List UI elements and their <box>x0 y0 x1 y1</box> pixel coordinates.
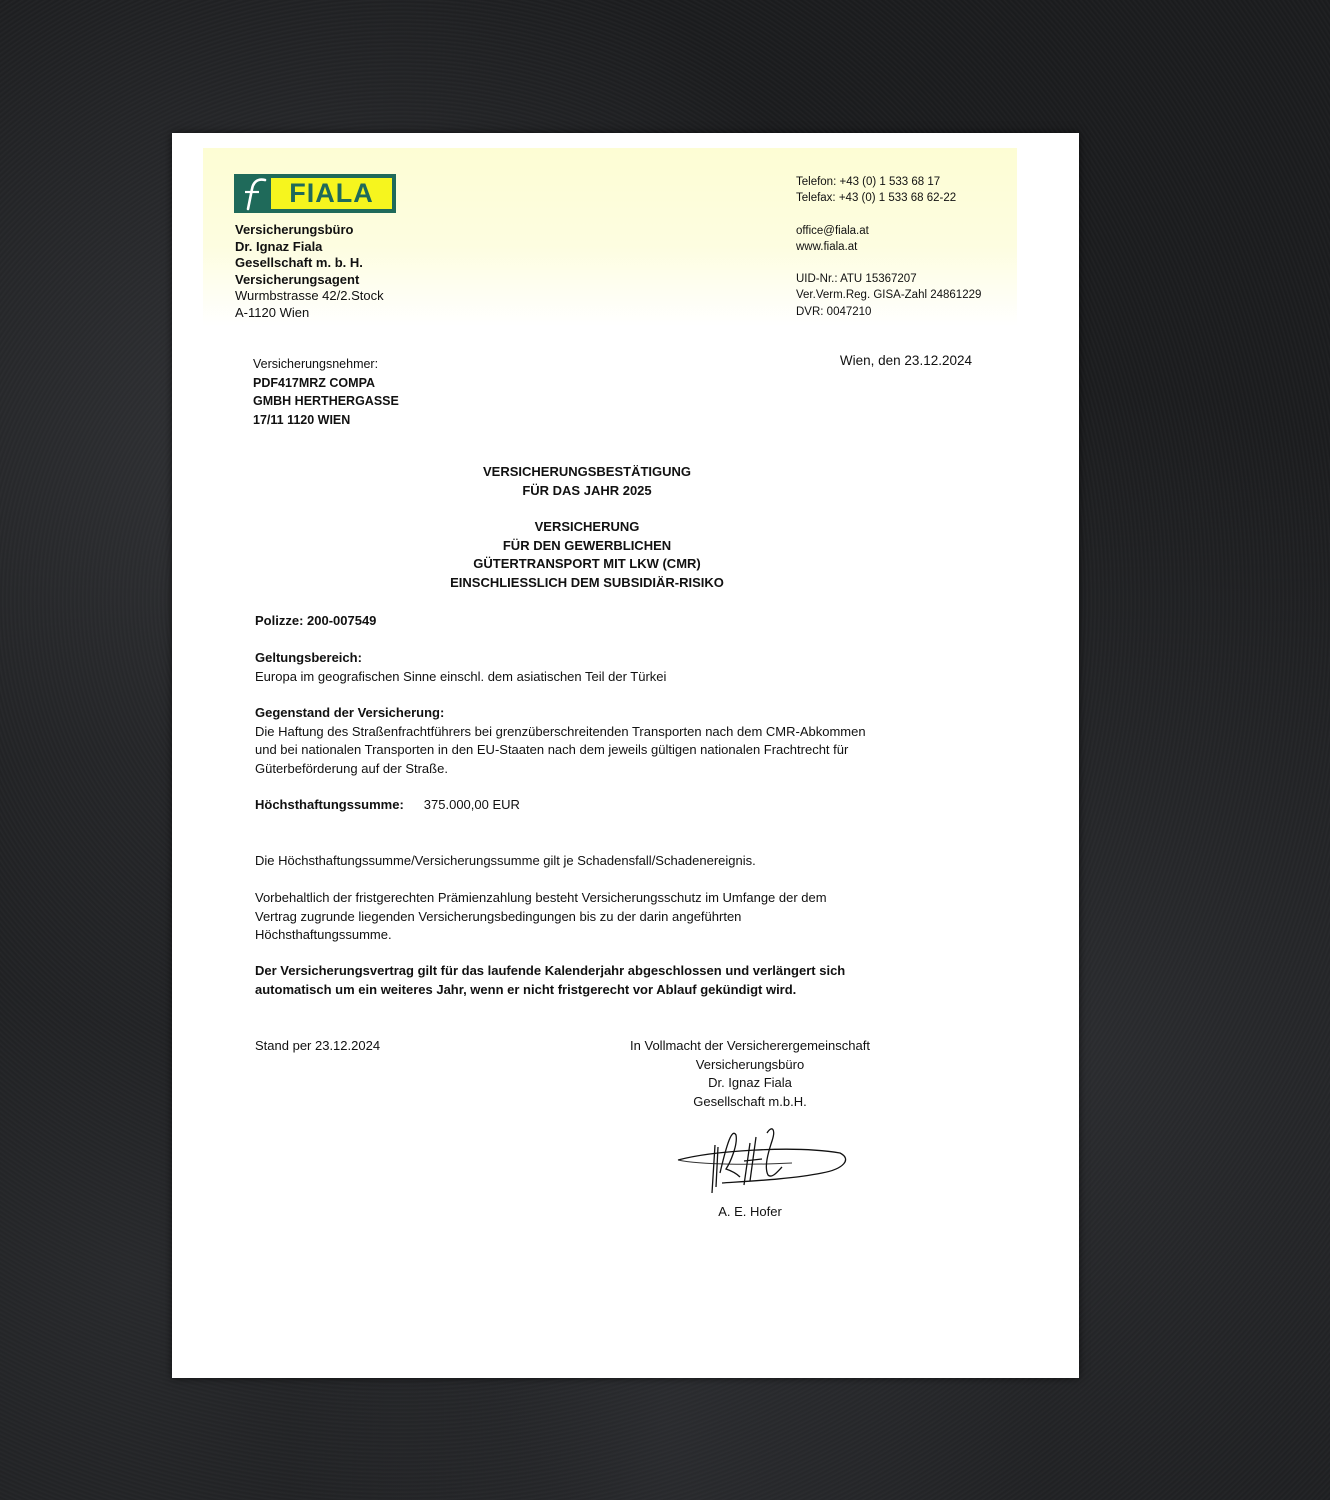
company-line: Versicherungsagent <box>235 271 360 287</box>
max-liability-label: Höchsthaftungssumme: <box>255 797 404 812</box>
handwritten-signature-icon <box>672 1123 852 1206</box>
logo-wordmark: FIALA <box>271 178 392 209</box>
conditions-line: Vorbehaltlich der fristgerechten Prämienzahlung besteht Versicherungsschutz im Umfange der dem <box>255 890 827 905</box>
contact-info <box>796 174 981 320</box>
conditions-line: Vertrag zugrunde liegenden Versicherungsbedingungen bis zu der darin angeführten <box>255 908 742 924</box>
authority-line: Versicherungsbüro <box>695 1056 805 1072</box>
scope-label: Geltungsbereich: <box>255 650 362 665</box>
company-address <box>235 222 384 321</box>
policy-number: Polizze: 200-007549 <box>255 613 377 628</box>
stand-date: Stand per 23.12.2024 <box>255 1038 381 1053</box>
address-city: A-1120 Wien <box>235 304 310 320</box>
conditions-line: Höchsthaftungssumme. <box>255 927 392 942</box>
letterhead <box>203 148 1017 326</box>
subject-section <box>255 704 935 778</box>
phone: Telefon: +43 (0) 1 533 68 17 <box>796 176 941 188</box>
company-line: Gesellschaft m. b. H. <box>235 255 363 270</box>
subject-line: Die Haftung des Straßenfrachtführers bei grenzüberschreitenden Transporten nach dem CMR-Abkommen <box>255 723 866 739</box>
subtitle-line: GÜTERTRANSPORT MIT LKW (CMR) <box>473 556 701 571</box>
dvr-number: DVR: 0047210 <box>796 305 872 318</box>
renewal-paragraph <box>255 962 935 999</box>
recipient-line: 17/11 1120 WIEN <box>253 412 351 427</box>
logo-f-mark-icon <box>235 175 271 212</box>
renewal-line: automatisch um ein weiteres Jahr, wenn er nicht fristgerecht vor Ablauf gekündigt wird. <box>255 981 797 997</box>
subject-label: Gegenstand der Versicherung: <box>255 705 445 720</box>
authority-line: In Vollmacht der Versicherergemeinschaft <box>630 1038 870 1053</box>
company-line: Dr. Ignaz Fiala <box>235 238 323 254</box>
document-subtitle <box>172 518 1002 592</box>
max-liability <box>255 796 935 815</box>
subject-line: und bei nationalen Transporten in den EU-Staaten nach dem jeweils gültigen nationalen Frachtrecht für <box>255 742 849 757</box>
scope-section <box>255 649 935 686</box>
signature-authority <box>602 1037 898 1111</box>
document-title <box>172 463 1002 500</box>
recipient-line: PDF417MRZ COMPA <box>253 375 376 390</box>
per-claim-note: Die Höchsthaftungssumme/Versicherungssumme gilt je Schadensfall/Schadenereignis. <box>255 853 756 868</box>
recipient-line: GMBH HERTHERGASSE <box>253 394 399 408</box>
conditions-paragraph <box>255 889 935 945</box>
recipient-block <box>253 355 399 429</box>
gisa-number: Ver.Verm.Reg. GISA-Zahl 24861229 <box>796 289 982 302</box>
fax: Telefax: +43 (0) 1 533 68 62-22 <box>796 192 957 205</box>
authority-line: Dr. Ignaz Fiala <box>708 1075 792 1090</box>
title-line: FÜR DAS JAHR 2025 <box>522 482 652 498</box>
authority-line: Gesellschaft m.b.H. <box>693 1093 807 1109</box>
recipient-label: Versicherungsnehmer: <box>253 357 379 371</box>
subtitle-line: VERSICHERUNG <box>534 519 640 534</box>
max-liability-value: 375.000,00 EUR <box>423 797 520 812</box>
website-link[interactable]: www.fiala.at <box>796 240 858 253</box>
document-page <box>172 133 1079 1378</box>
title-line: VERSICHERUNGSBESTÄTIGUNG <box>482 464 692 479</box>
subtitle-line: EINSCHLIESSLICH DEM SUBSIDIÄR-RISIKO <box>450 574 724 590</box>
uid-number: UID-Nr.: ATU 15367207 <box>796 273 917 286</box>
company-line: Versicherungsbüro <box>235 222 354 237</box>
email-link[interactable]: office@fiala.at <box>796 224 869 237</box>
subject-line: Güterbeförderung auf der Straße. <box>255 760 448 776</box>
fiala-logo <box>234 174 396 213</box>
date-line: Wien, den 23.12.2024 <box>839 353 972 368</box>
renewal-line: Der Versicherungsvertrag gilt für das laufende Kalenderjahr abgeschlossen und verlängert sich <box>255 963 846 978</box>
scope-text: Europa im geografischen Sinne einschl. dem asiatischen Teil der Türkei <box>255 668 667 684</box>
address-street: Wurmbstrasse 42/2.Stock <box>235 288 384 303</box>
signer-name: A. E. Hofer <box>718 1204 782 1219</box>
subtitle-line: FÜR DEN GEWERBLICHEN <box>502 537 672 553</box>
